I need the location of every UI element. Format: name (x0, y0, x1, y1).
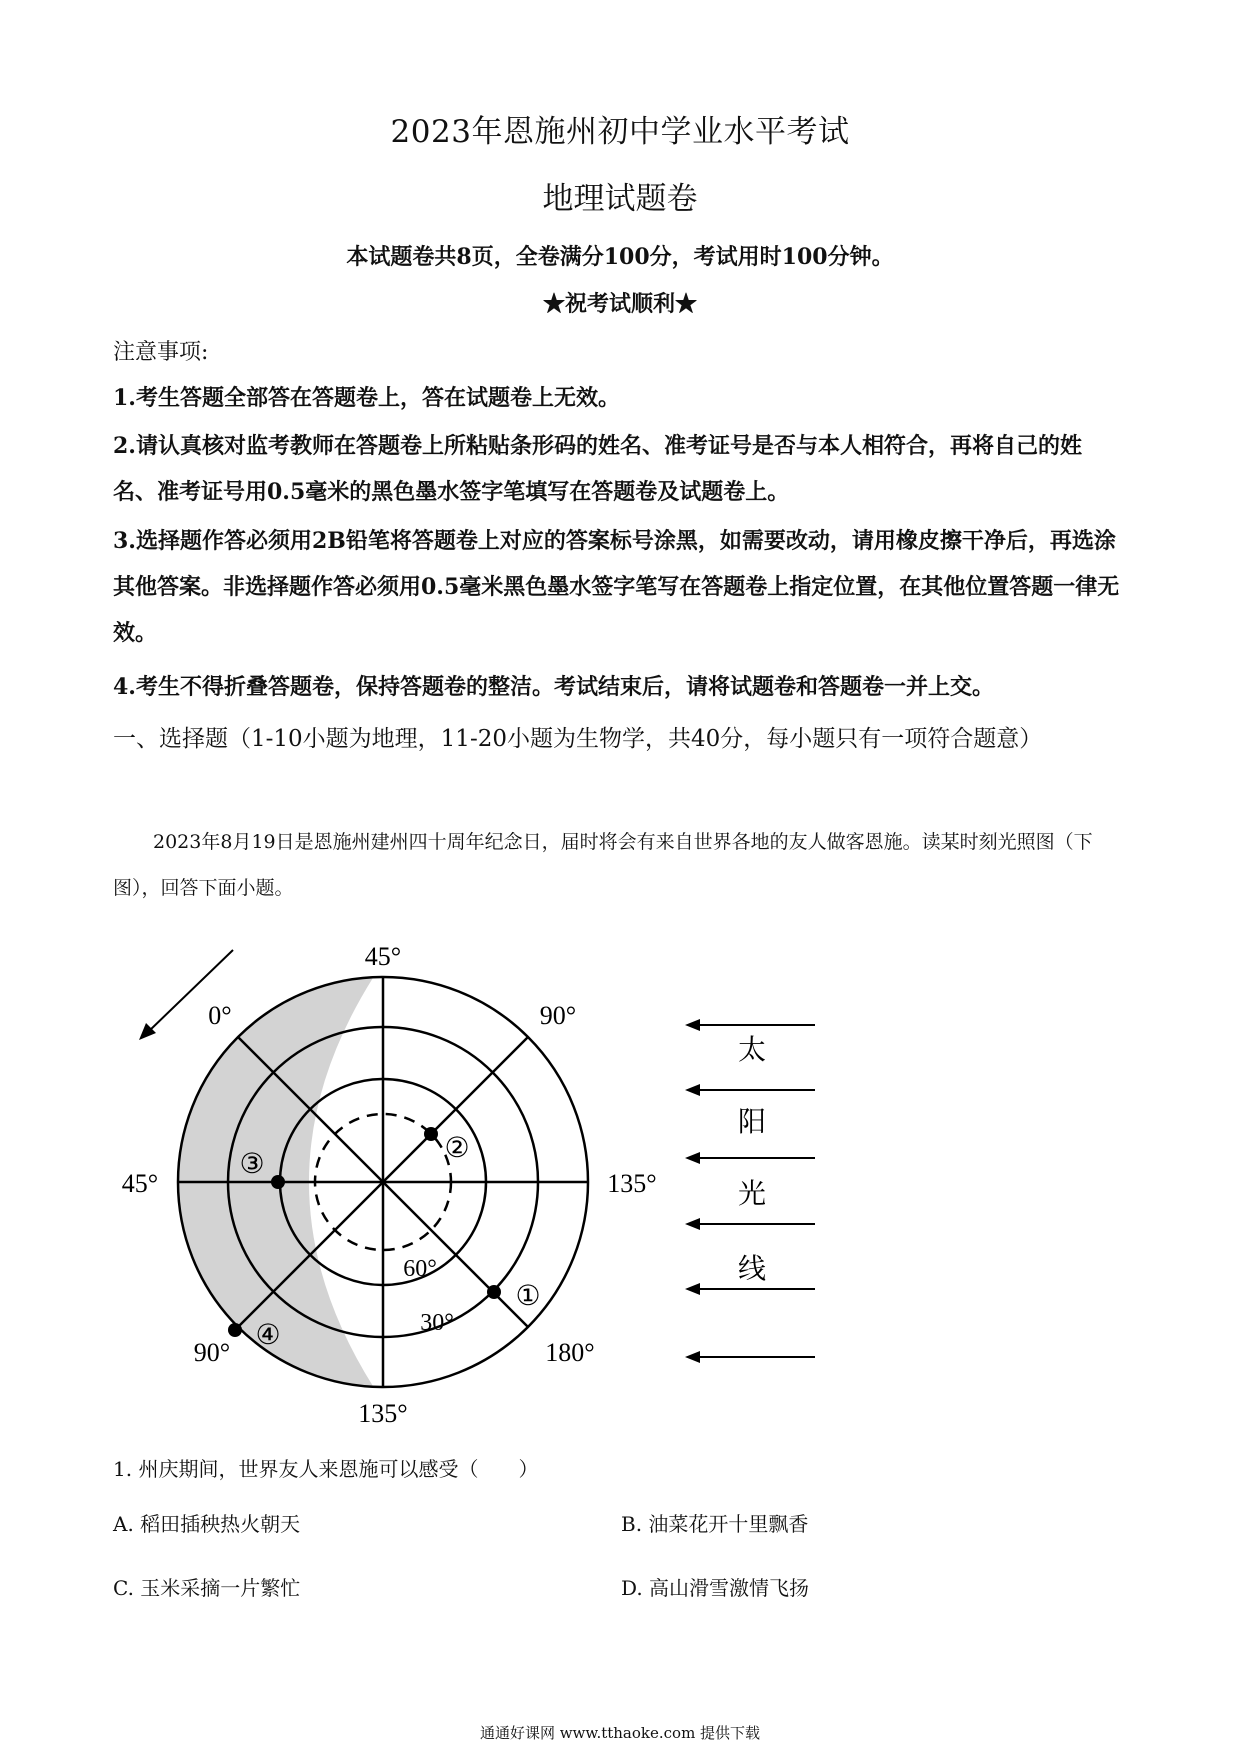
section-heading: 一、选择题（1-10小题为地理，11-20小题为生物学，共40分，每小题只有一项符合题意） (113, 726, 1043, 752)
sun-label-char-2: 阳 (737, 1107, 767, 1138)
notice-item-3: 3.选择题作答必须用2B铅笔将答题卷上对应的答案标号涂黑，如需要改动，请用橡皮擦干净后，再选涂其他答案。非选择题作答必须用0.5毫米黑色墨水签字笔写在答题卷上指定位置，在其他位置答题一律无效。 (113, 528, 1120, 646)
option-d[interactable]: D. 高山滑雪激情飞扬 (621, 1576, 810, 1600)
notice-item-2: 2.请认真核对监考教师在答题卷上所粘贴条形码的姓名、准考证号是否与本人相符合，再将自己的姓名、准考证号用0.5毫米的黑色墨水签字笔填写在答题卷及试题卷上。 (113, 433, 1082, 505)
lon-label-bottom-left: 90° (193, 1338, 231, 1367)
exam-title: 2023年恩施州初中学业水平考试 (390, 114, 850, 150)
page-footer: 通通好课网 www.tthaoke.com 提供下载 (479, 1724, 761, 1742)
sun-label-char-3: 光 (737, 1179, 767, 1210)
notice-item-4: 4.考生不得折叠答题卷，保持答题卷的整洁。考试结束后，请将试题卷和答题卷一并上交。 (113, 674, 994, 700)
question-1-stem: 1. 州庆期间，世界友人来恩施可以感受（ ） (113, 1457, 539, 1481)
point-1 (487, 1285, 501, 1299)
lon-label-top: 45° (364, 942, 402, 971)
lon-label-top-right: 90° (539, 1001, 577, 1030)
point-1-label: ① (515, 1281, 541, 1312)
exam-info: 本试题卷共8页，全卷满分100分，考试用时100分钟。 (346, 244, 894, 270)
sun-label-char-4: 线 (737, 1254, 767, 1285)
point-2 (424, 1127, 438, 1141)
option-a[interactable]: A. 稻田插秧热火朝天 (113, 1512, 301, 1536)
lat-label-60: 60° (403, 1256, 437, 1282)
notice-heading: 注意事项: (113, 340, 209, 365)
illumination-diagram (100, 920, 860, 1440)
option-b[interactable]: B. 油菜花开十里飘香 (621, 1512, 809, 1536)
exam-subtitle: 地理试题卷 (542, 181, 698, 217)
point-4 (228, 1323, 242, 1337)
good-luck-line: ★祝考试顺利★ (542, 291, 697, 317)
lon-label-top-left: 0° (208, 1001, 232, 1030)
question-intro: 2023年8月19日是恩施州建州四十周年纪念日，届时将会有来自世界各地的友人做客恩施。读某时刻光照图（下图），回答下面小题。 (113, 831, 1093, 899)
lat-label-30: 30° (420, 1310, 454, 1336)
lon-label-bottom: 135° (358, 1399, 408, 1428)
notice-item-1: 1.考生答题全部答在答题卷上，答在试题卷上无效。 (113, 385, 620, 411)
point-4-label: ④ (255, 1320, 281, 1351)
point-2-label: ② (444, 1133, 470, 1164)
point-3 (271, 1175, 285, 1189)
point-3-label: ③ (239, 1149, 265, 1180)
lon-label-left: 45° (121, 1169, 159, 1198)
lon-label-bottom-right: 180° (545, 1338, 595, 1367)
lon-label-right: 135° (607, 1169, 657, 1198)
option-c[interactable]: C. 玉米采摘一片繁忙 (113, 1576, 301, 1600)
sun-label-char-1: 太 (737, 1035, 767, 1066)
